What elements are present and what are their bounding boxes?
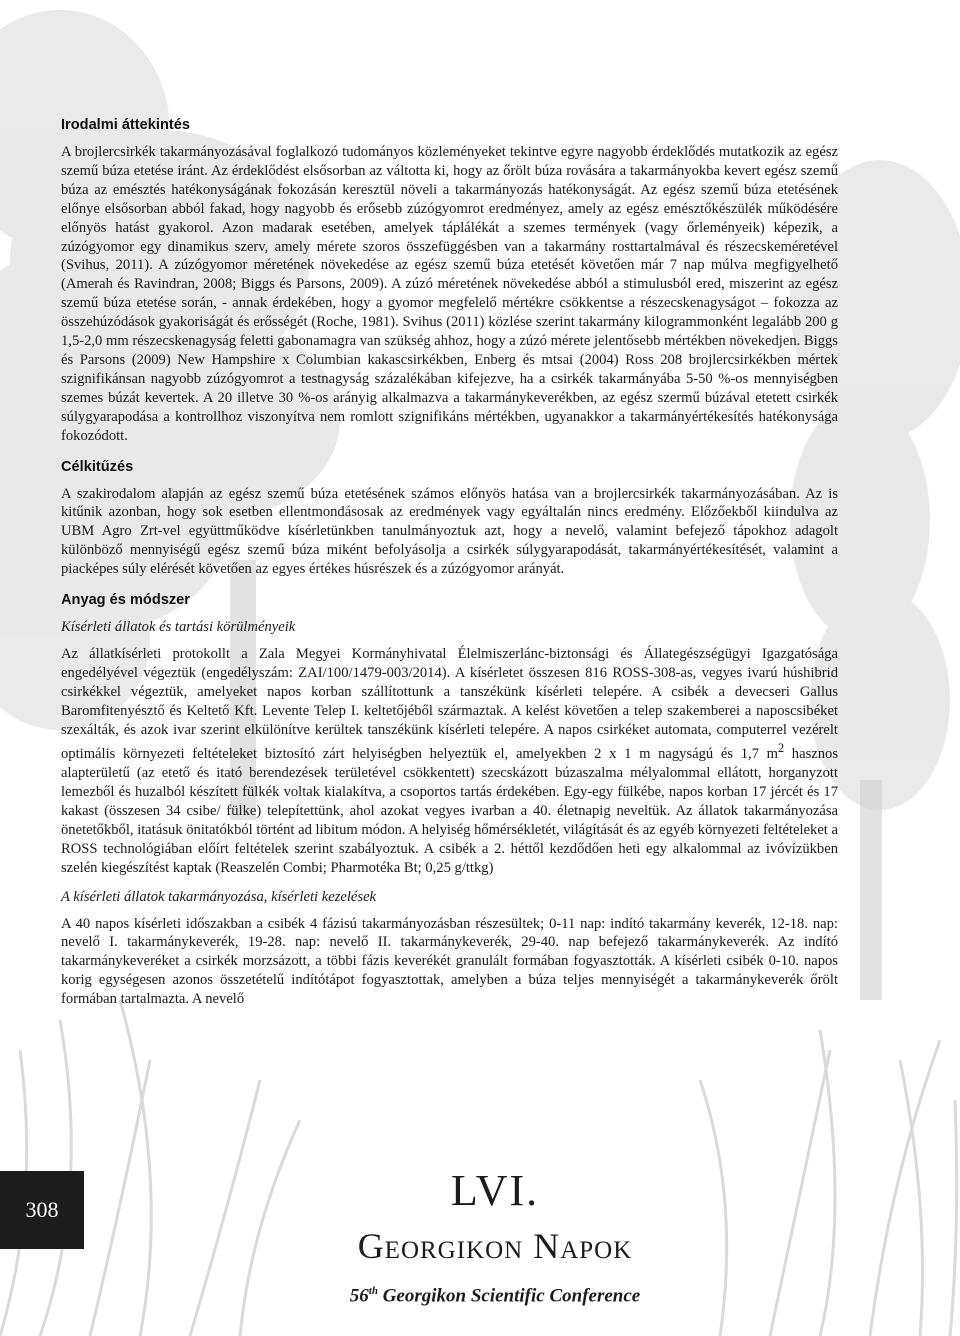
article-body — [61, 116, 838, 1009]
paragraph-literature: A brojlercsirkék takarmányozásával foglalkozó tudományos közleményeket tekintve egyre nagyobb érdeklődés mutatkozik az egész szemű búza etetése iránt. Az érdeklődést elsősorban az váltotta ki, hogy az őrölt búza rovására a takarmányokba kevert egész szemű búza az emésztés hatékonyságának fokozásán keresztül növeli a takarmányozás hatékonyságát. Az egész szemű búza etetésének előnye elsősorban abból fakad, hogy nagyobb és erősebb zúzógyomrot eredményez, amely az egész emésztőkészülék működésére előnyös hatást gyakorol. Azon madarak esetében, amelyek táplálékát a szemes termények (vagy őrleményeik) képezik, a zúzógyomor egy dinamikus szerv, amely mérete szoros összefüggésben van a takarmány rosttartalmával és részecskeméretével (Svihus, 2011). A zúzógyomor méretének növekedése az egész szemű búza etetését követően már 7 nap múlva megfigyelhető (Amerah és Ravindran, 2008; Biggs és Parsons, 2009). A zúzó méretének növekedése abból a stimulusból ered, miszerint az egész szemű búza etetése során, - annak érdekében, hogy a gyomor megfelelő mértékre csökkentse a részecskenagyságot – fokozza az összehúzódások gyakoriságát és erősségét (Roche, 1981). Svihus (2011) közlése szerint takarmány kilogrammonként legalább 200 g 1,5-2,0 mm részecskenagyság feletti gabonamagra van szükség ahhoz, hogy a zúzó mérete jelentősebb mértékben növekedjen. Biggs és Parsons (2009) New Hampshire x Columbian kakascsirkékben, Enberg és mtsai (2004) Ross 208 brojlercsirkékben mértek szignifikánsan nagyobb zúzógyomrot a testnagyság százalékában kifejezve, ha a csirkék takarmányába 5-50 %-os mennyiségben szemes búzát kevertek. A 20 illetve 30 %-os arányig alkalmazva a takarmánykeverékben, az egész szermű búzával etetett csirkék súlygyarapodása a kontrollhoz viszonyítva nem romlott szignifikáns mértékben, ugyanakkor a takarmányértékesítés hatékonysága fokozódott. — [61, 144, 838, 444]
page-number-box: 308 — [0, 1171, 84, 1249]
conference-name: Georgikon Napok — [357, 1226, 633, 1266]
paragraph-animals — [61, 645, 838, 878]
subsection-heading-animals: Kísérleti állatok és tartási körülményeik — [61, 619, 296, 636]
subsection-heading-feeding: A kísérleti állatok takarmányozása, kísérleti kezelések — [61, 888, 377, 905]
superscript-two: 2 — [778, 741, 785, 756]
conference-logo — [280, 1168, 710, 1307]
conference-subtitle-number: 56 — [349, 1285, 369, 1307]
section-heading-literature: Irodalmi áttekintés — [61, 117, 190, 133]
conference-subtitle-suffix: th — [368, 1285, 378, 1297]
paragraph-animals-part1: Az állatkísérleti protokollt a Zala Megyei Kormányhivatal Élelmiszerlánc-biztonsági és Állategészségügyi Igazgatósága engedélyével végeztük (engedélyszám: ZAI/100/1479-003/2014). A kísérletet összesen 816 ROSS-308-as, vegyes ivarú húshibrid csirkékkel végeztük, amelyeket napos korban szállítottunk a tanszékünk kísérleti telepére. A csibék a devecseri Gallus Baromfitenyésztő és Keltető Kft. Levente Telep I. keltetőjéből származtak. A kelést követően a telep szakemberei a naposcsibéket szexálták, és azok ivar szerint elkülönítve kerültek tanszékünk kísérleti telepére. A napos csirkéket automata, computerrel vezérelt optimális környezeti feltételeket biztosító zárt helyiségben helyeztük el, amelyekben 2 x 1 m nagyságú és 1,7 m — [61, 645, 838, 763]
conference-subtitle-text: Georgikon Scientific Conference — [377, 1285, 641, 1307]
conference-subtitle — [280, 1280, 710, 1307]
section-heading-objective: Célkitűzés — [61, 458, 134, 475]
paragraph-animals-part2: hasznos alapterületű (az etető és itató berendezések területével csökkentett) szecskázott búzaszalma mélyalommal ellátott, horganyzott lemezből és huzalból készített fülkék voltak kialakítva, a csoportos tartás érdekében. Egy-egy fülkébe, napos korban 17 jércét és 17 kakast (összesen 34 csibe/ fülke) telepítettünk, ahol azokat vegyes ivarban a 40. életnapig neveltük. Az állatok takarmányozása önetetőkből, itatásuk önitatókból történt ad libitum módon. A helyiség hőmérsékletét, világítását és az egyéb környezeti feltételeket a ROSS technológiában előírt feltételek szerint szabályoztuk. A csibék a 2. héttől kezdődően heti egy alkalommal az ivóvízükben szelén kiegészítést kaptak (Reaszelén Combi; Pharmotéka Bt; 0,25 g/ttkg) — [61, 746, 838, 876]
section-heading-materials: Anyag és módszer — [61, 592, 190, 609]
conference-edition: LVI. — [450, 1166, 540, 1215]
paragraph-objective: A szakirodalom alapján az egész szemű búza etetésének számos előnyös hatása van a brojlercsirkék takarmányozásában. Az is kitűnik azonban, hogy sok esetben ellentmondásosak az eredmények vagy egyáltalán nincs eredmény. Előzőekből kiindulva az UBM Agro Zrt-vel együttműködve kísérletünkben tanulmányoztuk azt, hogy a nevelő, valamint befejező tápokhoz adagolt különböző mennyiségű egész szemű búza miként befolyásolja a csirkék súlygyarapodását, takarmányértékesítését, valamint a piacképes súly elérését követően az egyes értékes húsrészek és a zúzógyomor arányát. — [61, 485, 838, 578]
paragraph-feeding: A 40 napos kísérleti időszakban a csibék 4 fázisú takarmányozásban részesültek; 0-11 nap: indító takarmány keverék, 12-18. nap: nevelő I. takarmánykeverék, 19-28. nap: nevelő II. takarmánykeverék, 29-40. nap befejező takarmánykeverék. Az indító takarmánykeveréket a csirkék morzsázott, a többi fázis keverékét granulált formában fogyasztották. A kísérleti csibék 0-10. napos korig egységesen azonos összetételű indítótápot fogyasztottak, amelyben a búza teljes mennyiségét a takarmánykeverék őrölt formában tartalmazta. A nevelő — [61, 915, 838, 1008]
